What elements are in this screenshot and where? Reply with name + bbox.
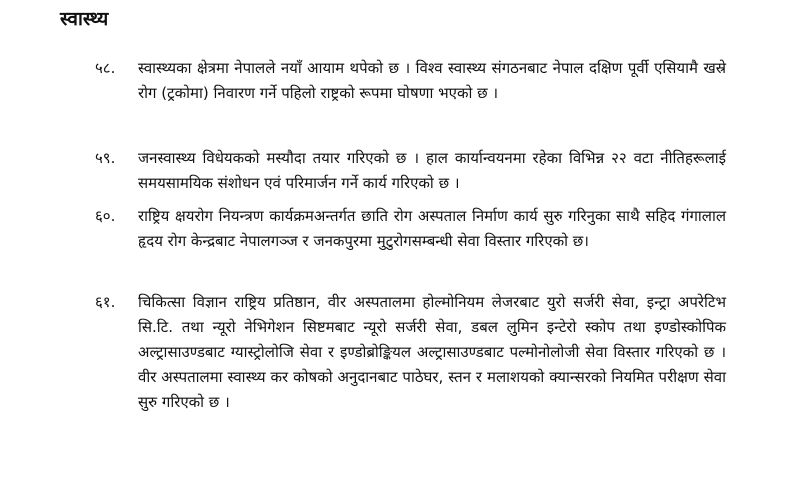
item-number: ६१. bbox=[95, 293, 116, 311]
section-heading: स्वास्थ्य bbox=[60, 8, 109, 30]
item-text: राष्ट्रिय क्षयरोग नियन्त्रण कार्यक्रमअन्तर्गत छाति रोग अस्पताल निर्माण कार्य सुरु गरिनुका साथै सहिद गंगालाल हृदय रोग केन्द्रबाट नेपालगञ्ज र जनकपुरमा मुटुरोगसम्बन्धी सेवा विस्तार गरिएको छ। bbox=[138, 207, 726, 250]
item-text: जनस्वास्थ्य विधेयकको मस्यौदा तयार गरिएको छ । हाल कार्यान्वयनमा रहेका विभिन्न २२ वटा नीतिहरूलाई समयसामयिक संशोधन एवं परिमार्जन गर्ने कार्य गरिएको छ । bbox=[138, 149, 726, 192]
item-number: ५९. bbox=[95, 149, 116, 167]
item-text: स्वास्थ्यका क्षेत्रमा नेपालले नयाँ आयाम थपेको छ । विश्व स्वास्थ्य संगठनबाट नेपाल दक्षिण पूर्वी एसियामै खस्रे रोग (ट्रकोमा) निवारण गर्ने पहिलो राष्ट्रको रूपमा घोषणा भएको छ । bbox=[138, 59, 726, 102]
item-number: ६०. bbox=[95, 207, 116, 225]
item-text: चिकित्सा विज्ञान राष्ट्रिय प्रतिष्ठान, वीर अस्पतालमा होल्मोनियम लेजरबाट युरो सर्जरी सेवा, इन्ट्रा अपरेटिभ सि.टि. तथा न्यूरो नेभिगेशन सिष्टमबाट न्यूरो सर्जरी सेवा, डबल लुमिन इन्टेरो स्कोप तथा इण्डोस्कोपिक अल्ट्रासाउण्डबाट ग्यास्ट्रोलोजि सेवा र इण्डोब्रोङ्कियल अल्ट्रासाउण्डबाट पल्मोनोलोजी सेवा विस्तार गरिएको छ । वीर अस्पतालमा स्वास्थ्य कर कोषको अनुदानबाट पाठेघर, स्तन र मलाशयको क्यान्सरको नियमित परीक्षण सेवा सुरु गरिएको छ । bbox=[138, 293, 726, 411]
item-number: ५८. bbox=[95, 59, 116, 77]
